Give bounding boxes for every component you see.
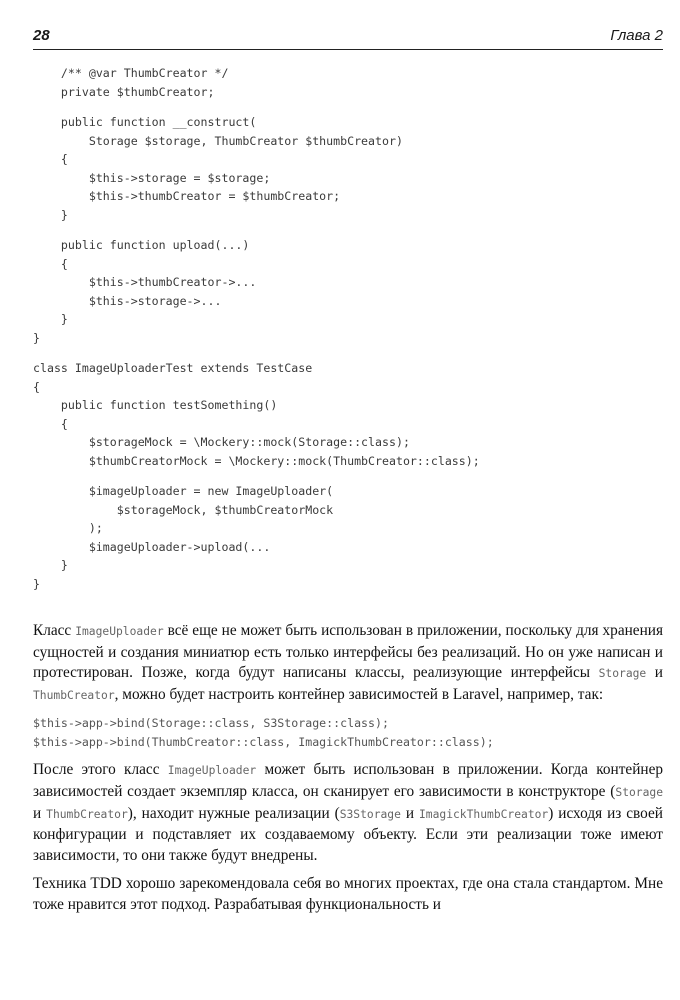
code-line: $thumbCreatorMock = \Mockery::mock(ThumbCreator::class); xyxy=(33,453,480,468)
code-line: { xyxy=(33,379,40,394)
code-line: } xyxy=(33,312,68,326)
inline-code-s3storage: S3Storage xyxy=(339,807,401,821)
text-run: и xyxy=(646,664,663,682)
text-run: ) исходя из своей конфигурации и подставляет их создаваемому объекту. Если эти реализации тоже имеют зависимости, то они также будут внедрены. xyxy=(33,804,663,864)
code-line: $storageMock = \Mockery::mock(Storage::class); xyxy=(33,435,410,449)
body-text xyxy=(33,621,663,924)
code-line: { xyxy=(33,416,68,431)
inline-code-imageuploader: ImageUploader xyxy=(75,625,164,638)
code-line: private $thumbCreator; xyxy=(33,84,215,99)
inline-code-imagickthumbcreator: ImagickThumbCreator xyxy=(419,807,549,821)
paragraph-container-resolution xyxy=(33,760,663,866)
text-run: , можно будет настроить контейнер зависимостей в Laravel, например, так: xyxy=(114,685,604,703)
code-line: ); xyxy=(33,521,103,535)
code-line xyxy=(33,347,663,359)
code-line: $this->app->bind(Storage::class, S3Storage::class); xyxy=(33,716,389,731)
page-number: 28 xyxy=(33,27,50,44)
text-run: и xyxy=(400,804,419,822)
inline-code-thumbcreator: ThumbCreator xyxy=(46,807,128,821)
code-line: $this->app->bind(ThumbCreator::class, ImagickThumbCreator::class); xyxy=(33,734,494,749)
text-run: После этого класс xyxy=(33,761,168,779)
text-run: Класс xyxy=(33,622,76,639)
code-line: $storageMock, $thumbCreatorMock xyxy=(33,502,334,517)
code-line: public function testSomething() xyxy=(33,398,278,412)
text-run: Техника TDD хорошо зарекомендовала себя во многих проектах, где она стала стандартом. Мне тоже нравится этот подход. Разрабатывая функциональность и xyxy=(33,875,663,913)
code-line: class ImageUploaderTest extends TestCase xyxy=(33,361,313,375)
code-line: /** @var ThumbCreator */ xyxy=(33,66,229,80)
text-run: всё еще не может быть использован в приложении, поскольку для хранения сущностей и создания миниатюр есть только интерфейсы без реализаций. Но он уже написан и протестирован. Позже, когда будут написаны классы, реализующие интерфейсы xyxy=(33,622,663,682)
code-line: $this->thumbCreator = $thumbCreator; xyxy=(33,189,341,203)
code-line: $imageUploader = new ImageUploader( xyxy=(33,484,334,498)
code-line xyxy=(33,470,663,482)
chapter-title: Глава 2 xyxy=(610,27,663,44)
inline-code-thumbcreator: ThumbCreator xyxy=(33,688,115,702)
code-line: } xyxy=(33,330,40,345)
inline-code-storage: Storage xyxy=(598,667,647,681)
code-line: } xyxy=(33,207,68,222)
code-line: Storage $storage, ThumbCreator $thumbCreator) xyxy=(33,133,403,148)
code-line xyxy=(33,224,663,236)
text-run: и xyxy=(33,804,47,822)
code-line: } xyxy=(33,576,40,591)
code-listing xyxy=(33,64,663,593)
text-run: может быть использован в приложении. Когда контейнер зависимостей создает экземпляр класса, он сканирует его зависимости в конструкторе ( xyxy=(33,761,664,800)
code-line: } xyxy=(33,558,68,572)
inline-code-imageuploader: ImageUploader xyxy=(167,764,257,778)
code-line: { xyxy=(33,256,68,271)
header-divider xyxy=(33,49,663,50)
page-header xyxy=(33,27,663,49)
code-snippet-bindings xyxy=(33,714,663,751)
code-line: $this->thumbCreator->... xyxy=(33,275,257,289)
code-line: $imageUploader->upload(... xyxy=(33,539,271,554)
code-line: { xyxy=(33,152,68,166)
inline-code-storage: Storage xyxy=(615,785,663,799)
code-line: public function upload(...) xyxy=(33,238,250,252)
code-line: $this->storage = $storage; xyxy=(33,170,271,185)
text-run: ), находит нужные реализации ( xyxy=(127,804,340,822)
paragraph-imageuploader-not-usable xyxy=(33,621,663,706)
code-line xyxy=(33,101,663,113)
code-line: $this->storage->... xyxy=(33,293,222,308)
code-line: public function __construct( xyxy=(33,115,257,129)
paragraph-tdd xyxy=(33,874,663,915)
